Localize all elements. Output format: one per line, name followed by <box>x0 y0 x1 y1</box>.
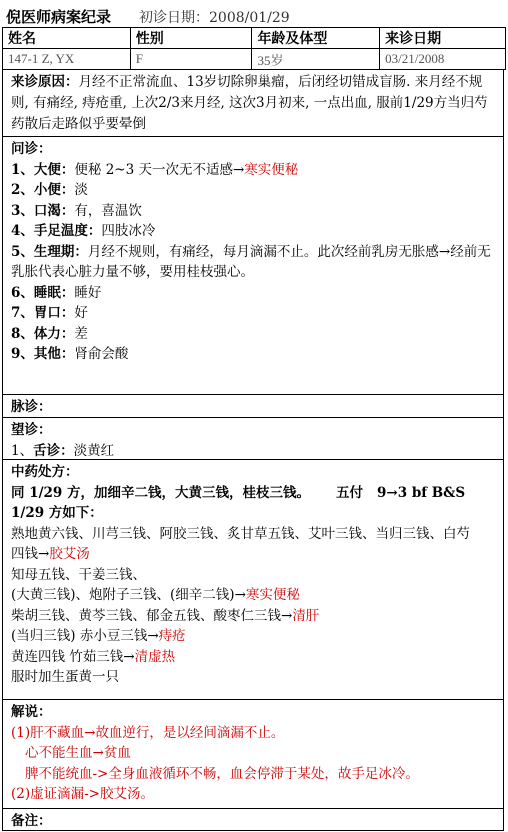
age-value: 35岁 <box>252 49 380 70</box>
inquiry-item: 4、手足温度：四肢冰冷 <box>11 223 156 239</box>
rx-line1: 同 1/29 方，加细辛二钱，大黄三钱，桂枝三钱。 五付 9→3 bf B&S <box>11 484 466 501</box>
observation-title: 望诊： <box>11 422 52 438</box>
pulse-section <box>2 395 504 418</box>
explain-title: 解说： <box>11 704 52 720</box>
visit-date-header: 来诊日期 <box>380 28 506 49</box>
inquiry-item: 7、胃口：好 <box>11 305 88 321</box>
inquiry-item: 3、口渴：有，喜温饮 <box>11 202 142 219</box>
inquiry-item: 2、小便：淡 <box>11 182 88 198</box>
pulse-title: 脉诊： <box>11 399 52 415</box>
inquiry-item: 5、生理期：月经不规则，有痛经，每月滴漏不止。此次经前乳房无胀感→经前无乳胀代表心脏力量不够，要用桂枝强心。 <box>11 243 491 280</box>
rx-line: 柴胡三钱、黄芩三钱、郁金五钱、酸枣仁三钱→清肝 <box>11 607 320 624</box>
explain-line: 心不能生血→贫血 <box>25 745 131 761</box>
rx-doses: 五付 <box>336 484 364 501</box>
patient-info-table <box>2 27 506 70</box>
gender-value: F <box>130 49 252 70</box>
doc-title: 倪医师病案纪录 <box>6 8 112 26</box>
notes-title: 备注： <box>11 813 52 829</box>
first-visit-date: 初诊日期：2008/01/29 <box>139 10 290 26</box>
info-value-row <box>3 49 506 70</box>
inquiry-item: 6、睡眠：睡好 <box>11 284 102 301</box>
rx-line: (当归三钱) 赤小豆三钱→痔疮 <box>11 628 186 644</box>
rx-sub: 1/29 方如下： <box>11 505 103 521</box>
rx-line: 四钱→胶艾汤 <box>11 546 90 562</box>
gender-header: 性别 <box>130 28 252 49</box>
prescription-section <box>2 460 504 700</box>
inquiry-section <box>2 137 504 395</box>
inquiry-item: 8、体力：差 <box>11 325 88 342</box>
name-header: 姓名 <box>3 28 131 49</box>
explanation-section <box>2 700 504 809</box>
info-header-row <box>3 28 506 49</box>
rx-line: (大黄三钱)、炮附子三钱、(细辛二钱)→寒实便秘 <box>11 587 300 603</box>
rx-line: 服时加生蛋黄一只 <box>11 669 119 685</box>
observation-section <box>2 418 504 460</box>
complaint-text: 月经不正常流血、13岁切除卵巢瘤，后闭经切错成盲肠. 来月经不规则, 有痛经, 痔疮重, 上次2/3来月经, 这次3月初来, 一点出血, 服前1/29方当归芍药散后走路似乎要晕倒 <box>11 74 488 132</box>
rx-line: 熟地黄六钱、川芎三钱、阿胶三钱、炙甘草五钱、艾叶三钱、当归三钱、白芍 <box>11 525 470 542</box>
name-value: 147-1 Z, YX <box>3 49 131 70</box>
rx-title: 中药处方： <box>11 464 79 480</box>
complaint-section <box>2 70 504 137</box>
inquiry-title: 问诊： <box>11 141 52 157</box>
explain-line: 脾不能统血->全身血液循环不畅，血会停滞于某处，故手足冰冷。 <box>25 765 419 782</box>
tongue-item: 1、舌诊：淡黄红 <box>11 442 115 459</box>
age-header: 年龄及体型 <box>252 28 380 49</box>
explain-line: (2)虚证滴漏->胶艾汤。 <box>11 786 154 802</box>
inquiry-item: 1、大便：便秘 2~3 天一次无不适感→寒实便秘 <box>11 161 299 178</box>
explain-line: (1)肝不藏血→故血逆行，是以经间滴漏不止。 <box>11 724 285 741</box>
visit-date-value: 03/21/2008 <box>380 49 506 70</box>
inquiry-item: 9、其他：肾俞会酸 <box>11 346 129 362</box>
notes-section <box>2 809 504 831</box>
rx-line: 知母五钱、干姜三钱、 <box>11 566 146 583</box>
rx-line: 黄连四钱 竹茹三钱→清虚热 <box>11 648 176 665</box>
rx-doses-detail: 9→3 bf B&S <box>377 484 466 501</box>
complaint-label: 来诊原因： <box>11 74 79 90</box>
